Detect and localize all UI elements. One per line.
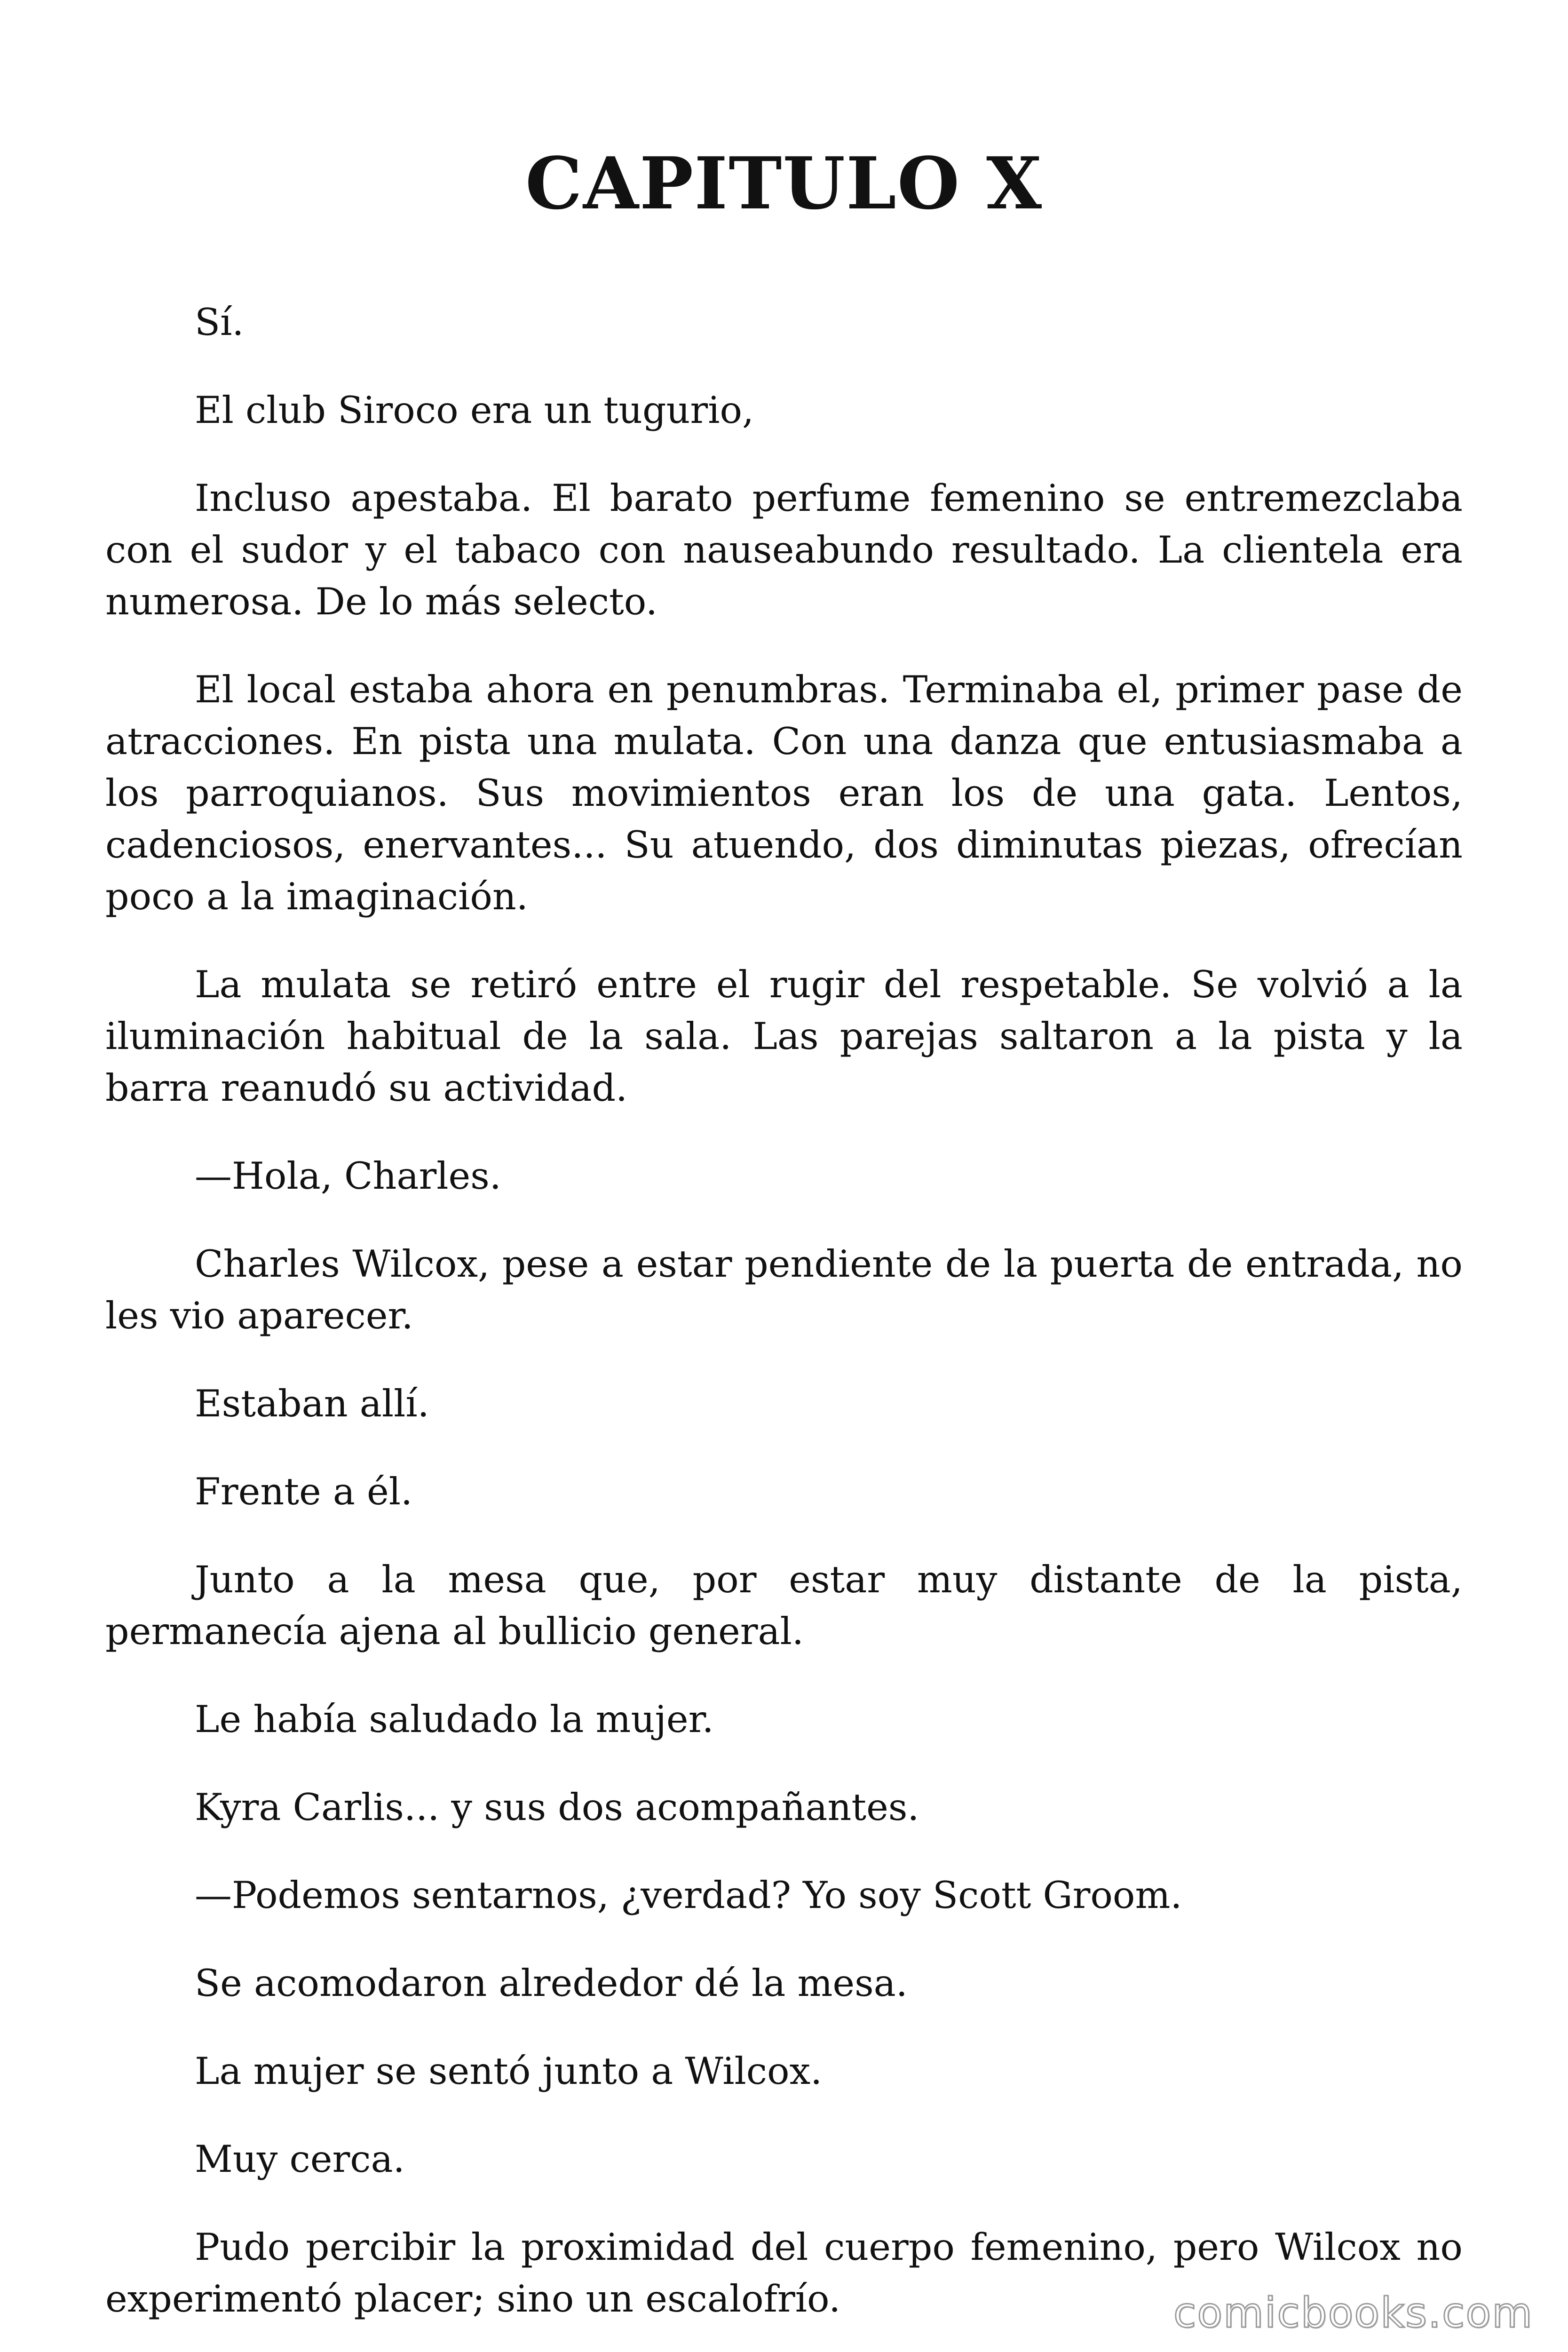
paragraph: La mujer se sentó junto a Wilcox. xyxy=(195,2050,823,2093)
paragraph: El club Siroco era un tugurio, xyxy=(195,389,754,432)
paragraph: La mulata se retiró entre el rugir del respetable. Se volvió a la iluminación habitual de la sala. Las parejas saltaron a la pista y la barra reanudó su actividad. xyxy=(105,963,1463,1110)
chapter-title: CAPITULO X xyxy=(525,141,1043,225)
paragraph: Kyra Carlis... y sus dos acompañantes. xyxy=(195,1786,919,1829)
paragraph: Sí. xyxy=(195,301,244,344)
paragraph: El local estaba ahora en penumbras. Terminaba el, primer pase de atracciones. En pista una mulata. Con una danza que entusiasmaba a los parroquianos. Sus movimientos eran los de una gata. Lentos, cadenciosos, enervantes... Su atuendo, dos diminutas piezas, ofrecían poco a la imaginación. xyxy=(105,668,1463,918)
paragraph: Estaban allí. xyxy=(195,1382,429,1425)
watermark: comicbooks.com xyxy=(1173,2288,1533,2337)
chapter-body xyxy=(105,296,1463,2352)
paragraph: Junto a la mesa que, por estar muy distante de la pista, permanecía ajena al bullicio general. xyxy=(105,1558,1463,1653)
paragraph: Se acomodaron alrededor dé la mesa. xyxy=(195,1962,908,2005)
paragraph: Le había saludado la mujer. xyxy=(195,1698,714,1741)
paragraph: Muy cerca. xyxy=(195,2137,405,2181)
paragraph: —Hola, Charles. xyxy=(195,1154,501,1198)
paragraph: Charles Wilcox, pese a estar pendiente de la puerta de entrada, no les vio aparecer. xyxy=(105,1242,1463,1337)
paragraph: —Podemos sentarnos, ¿verdad? Yo soy Scott Groom. xyxy=(195,1874,1182,1917)
paragraph: Frente a él. xyxy=(195,1470,413,1513)
paragraph: Pudo percibir la proximidad del cuerpo femenino, pero Wilcox no experimentó placer; sino un escalofrío. xyxy=(105,2225,1463,2320)
paragraph: Incluso apestaba. El barato perfume femenino se entremezclaba con el sudor y el tabaco con nauseabundo resultado. La clientela era numerosa. De lo más selecto. xyxy=(105,477,1463,623)
book-page xyxy=(105,0,1463,2352)
